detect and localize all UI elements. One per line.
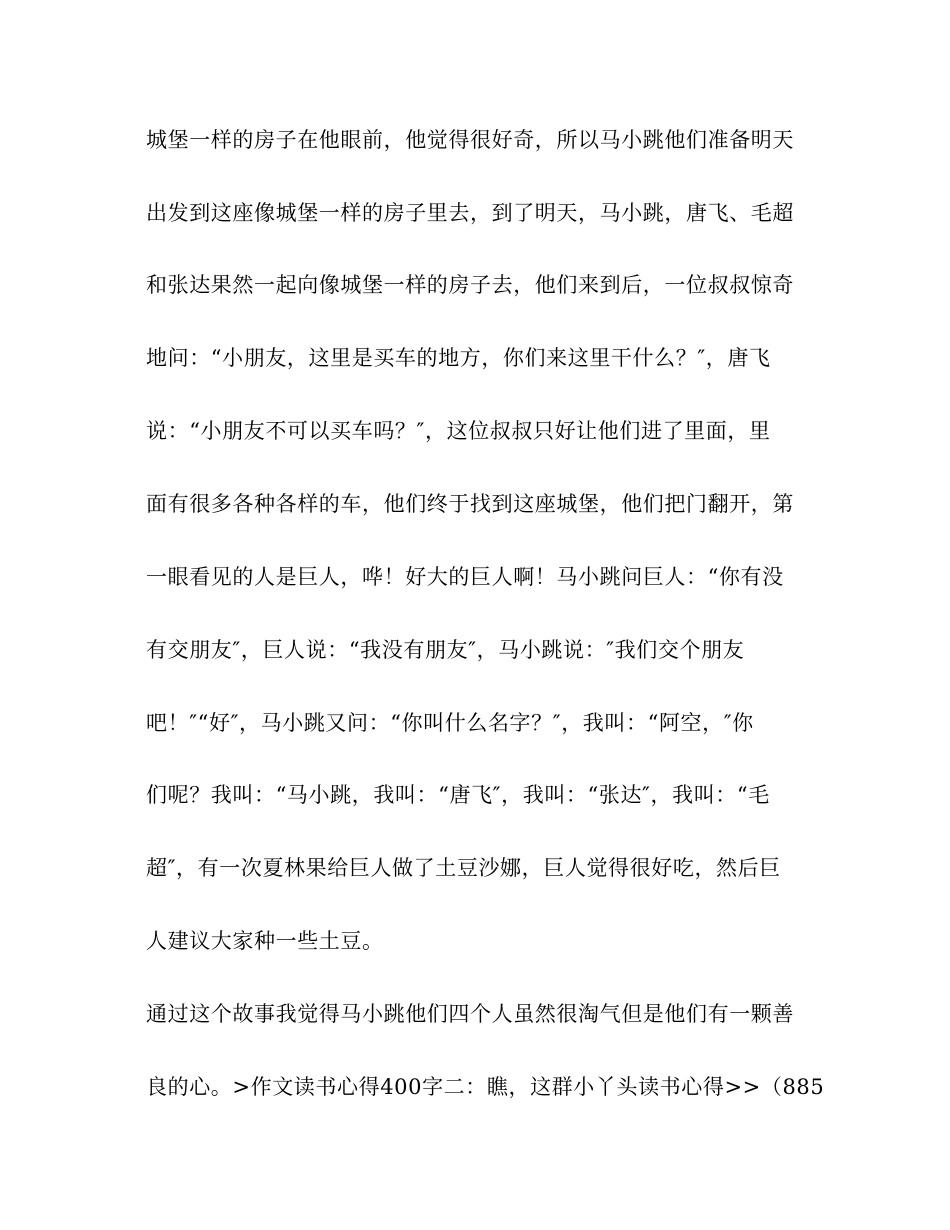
text-line: 地问：“小朋友，这里是买车的地方，你们来这里干什么？″，唐飞 (146, 346, 771, 370)
text-line: 良的心。>作文读书心得400字二：瞧，这群小丫头读书心得>>（885 (146, 1075, 825, 1099)
text-line: 面有很多各种各样的车，他们终于找到这座城堡，他们把门翻开，第 (146, 492, 794, 516)
text-line: 们呢？我叫：“马小跳，我叫：“唐飞″，我叫：“张达″，我叫：“毛 (146, 783, 770, 807)
text-line: 和张达果然一起向像城堡一样的房子去，他们来到后，一位叔叔惊奇 (146, 273, 794, 297)
text-line: 说：“小朋友不可以买车吗？″，这位叔叔只好让他们进了里面，里 (146, 419, 771, 443)
text-line: 出发到这座像城堡一样的房子里去，到了明天，马小跳，唐飞、毛超 (146, 201, 794, 225)
text-line: 有交朋友″，巨人说：“我没有朋友″，马小跳说：″我们交个朋友 (146, 638, 745, 662)
text-line: 吧！″“好″，马小跳又问：“你叫什么名字？″，我叫：“阿空，″你 (146, 711, 754, 735)
text-line: 人建议大家种一些土豆。 (146, 929, 384, 953)
text-line: 通过这个故事我觉得马小跳他们四个人虽然很淘气但是他们有一颗善 (146, 1002, 794, 1026)
text-line: 超″，有一次夏林果给巨人做了土豆沙娜，巨人觉得很好吃，然后巨 (146, 856, 781, 880)
text-line: 一眼看见的人是巨人，哗！好大的巨人啊！马小跳问巨人：“你有没 (146, 565, 784, 589)
text-line: 城堡一样的房子在他眼前，他觉得很好奇，所以马小跳他们准备明天 (146, 128, 794, 152)
